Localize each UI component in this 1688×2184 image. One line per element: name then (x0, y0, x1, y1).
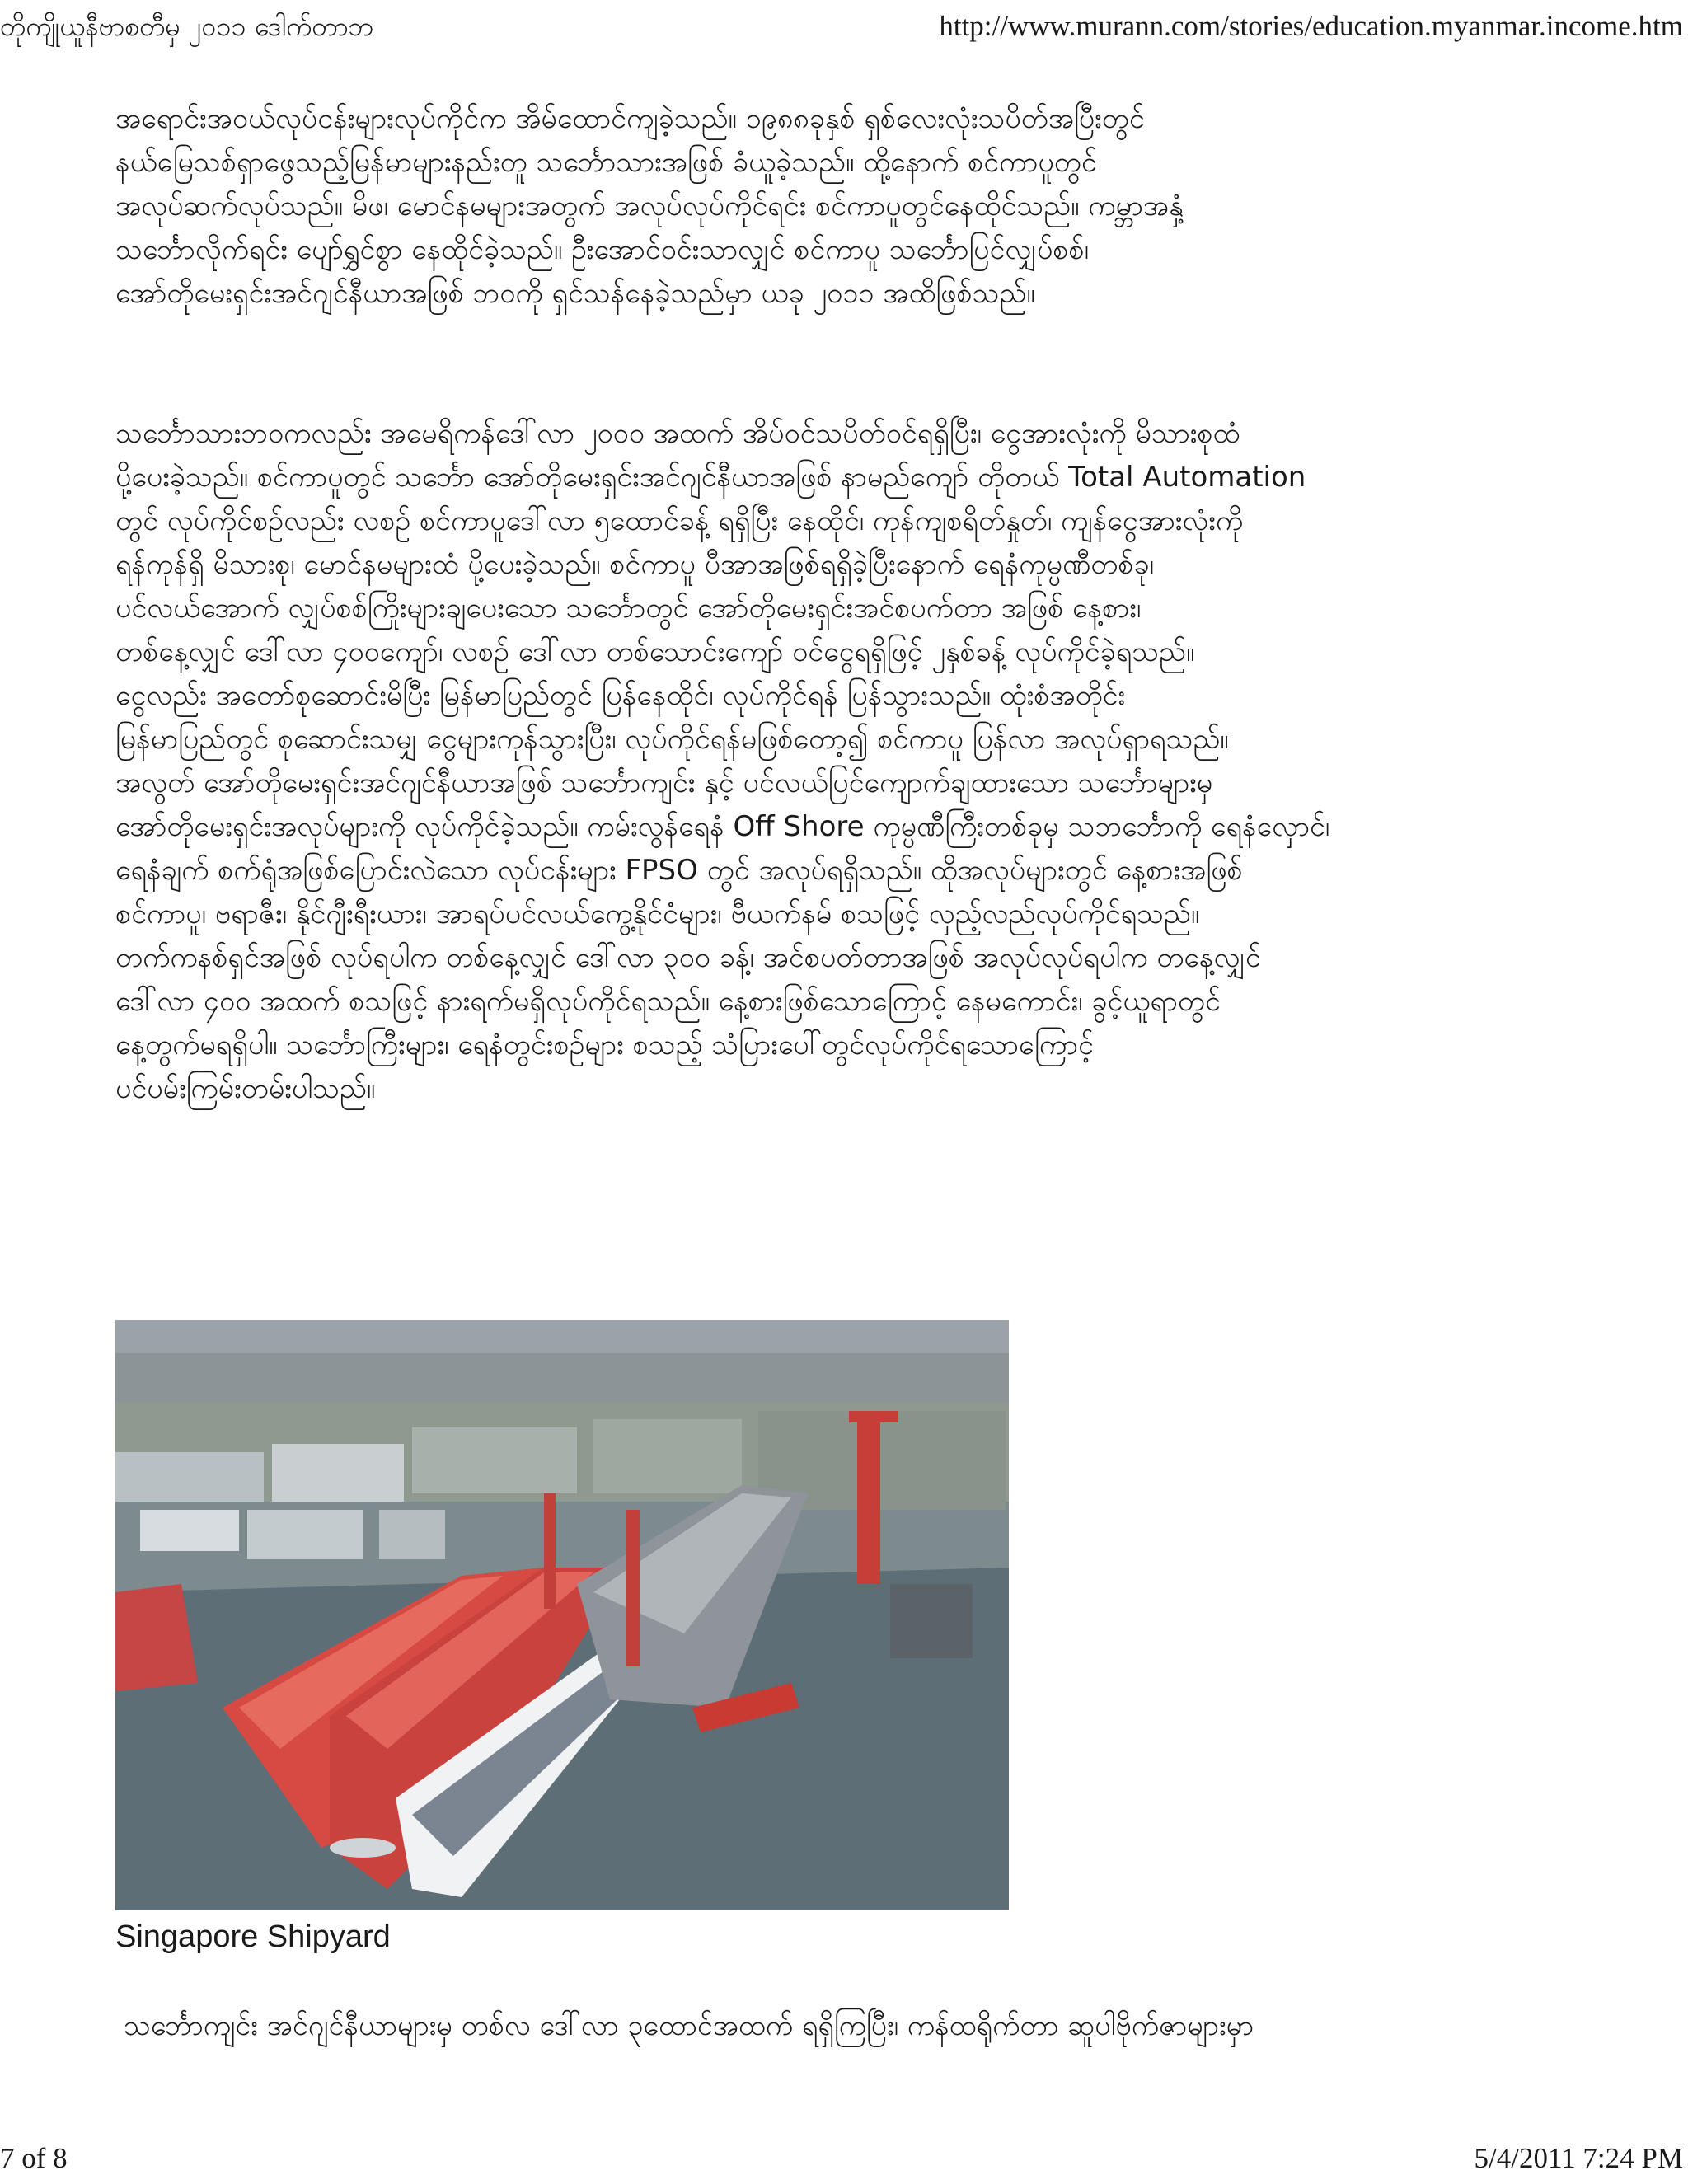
text-line: ရေနံချက် စက်ရုံအဖြစ်ပြောင်းလဲသော လုပ်ငန်းများ FPSO တွင် အလုပ်ရရှိသည်။ ထိုအလုပ်များတွင် နေ့စားအဖြစ် (115, 854, 1243, 887)
print-datetime: 5/4/2011 7:24 PM (1474, 2142, 1683, 2174)
text-line: နယ်မြေသစ်ရှာဖွေသည့်မြန်မာများနည်းတူ သင်္ဘောသားအဖြစ် ခံယူခဲ့သည်။ ထို့နောက် စင်ကာပူတွင် (115, 146, 1097, 179)
text-line: စင်ကာပူ၊ ဗရာဇီး၊ နိုင်ဂျီးရီးယား၊ အာရပ်ပင်လယ်ကွေ့နိုင်ငံများ၊ ဗီယက်နမ် စသဖြင့် လှည့်လည်လုပ်ကိုင်ရသည်။ (115, 898, 1200, 930)
text-line: နေ့တွက်မရရှိပါ။ သင်္ဘောကြီးများ၊ ရေနံတွင်းစဉ်များ စသည့် သံပြားပေါ်တွင်လုပ်ကိုင်ရသောကြောင့် (115, 1029, 1094, 1062)
text-line: မြန်မာပြည်တွင် စုဆောင်းသမျှ ငွေများကုန်သွားပြီး၊ လုပ်ကိုင်ရန်မဖြစ်တော့၍ စင်ကာပူ ပြန်လာ အလုပ်ရှာရသည်။ (115, 723, 1229, 756)
text-line: အော်တိုမေးရှင်းအလုပ်များကို လုပ်ကိုင်ခဲ့သည်။ ကမ်းလွန်ရေနံ Off Shore ကုမ္ပဏီကြီးတစ်ခုမှ သဘင်္ဘောကို ရေနံလှောင်၊ (115, 810, 1330, 843)
text-line: ငွေလည်း အတော်စုဆောင်းမိပြီး မြန်မာပြည်တွင် ပြန်နေထိုင်၊ လုပ်ကိုင်ရန် ပြန်သွားသည်။ ထုံးစံအတိုင်း (115, 679, 1126, 712)
header-title: တိုကျိုယူနီဗာစတီမှ ၂၀၁၁ ဒေါက်တာဘ (0, 11, 374, 42)
text-line: အလုပ်ဆက်လုပ်သည်။ မိဖ၊ မောင်နမများအတွက် အလုပ်လုပ်ကိုင်ရင်း စင်ကာပူတွင်နေထိုင်သည်။ ကမ္ဘာအနှံ့ (115, 190, 1184, 223)
text-line: သင်္ဘောလိုက်ရင်း ပျော်ရွှင်စွာ နေထိုင်ခဲ့သည်။ ဦးအောင်ဝင်းသာလျှင် စင်ကာပူ သင်္ဘောပြင်လျှပ်စစ်၊ (115, 233, 1090, 266)
text-line: သင်္ဘောကျင်း အင်ဂျင်နီယာများမှ တစ်လ ဒေါ်လာ ၃ထောင်အထက် ရရှိကြပြီး၊ ကန်ထရိုက်တာ ဆူပါဗိုက်ဇာများမှာ (124, 2009, 1254, 2042)
page-number: 7 of 8 (0, 2142, 68, 2174)
text-line: ပင်လယ်အောက် လျှပ်စစ်ကြိုးများချပေးသော သင်္ဘောတွင် အော်တိုမေးရှင်းအင်စပက်တာ အဖြစ် နေ့စား၊ (115, 592, 1142, 625)
text-line: ဒေါ်လာ ၄၀၀ အထက် စသဖြင့် နားရက်မရှိလုပ်ကိုင်ရသည်။ နေ့စားဖြစ်သောကြောင့် နေမကောင်း၊ ခွင့်ယူရာတွင် (115, 985, 1221, 1018)
shipyard-photo (115, 1320, 1009, 1910)
text-line: ပို့ပေးခဲ့သည်။ စင်ကာပူတွင် သင်္ဘော အော်တိုမေးရှင်းအင်ဂျင်နီယာအဖြစ် နာမည်ကျော် တိုတယ် Total Automation (115, 461, 1306, 494)
text-line: တွင် လုပ်ကိုင်စဉ်လည်း လစဉ် စင်ကာပူဒေါ်လာ ၅ထောင်ခန့် ရရှိပြီး နေထိုင်၊ ကုန်ကျစရိတ်နှုတ်၊ ကျန်ငွေအားလုံးကို (115, 504, 1244, 537)
text-line: ရန်ကုန်ရှိ မိသားစု၊ မောင်နမများထံ ပို့ပေးခဲ့သည်။ စင်ကာပူ ပီအာအဖြစ်ရရှိခဲ့ပြီးနောက် ရေနံကုမ္ပဏီတစ်ခု၊ (115, 548, 1154, 581)
text-line: အလွတ် အော်တိုမေးရှင်းအင်ဂျင်နီယာအဖြစ် သင်္ဘောကျင်း နှင့် ပင်လယ်ပြင်ကျောက်ချထားသော သင်္ဘောများမှ (115, 766, 1213, 799)
paragraph-2 (115, 412, 1582, 1111)
text-line: တစ်နေ့လျှင် ဒေါ်လာ ၄၀၀ကျော်၊ လစဉ် ဒေါ်လာ တစ်သောင်းကျော် ဝင်ငွေရရှိဖြင့် ၂နှစ်ခန့် လုပ်ကိုင်ခဲ့ရသည်။ (115, 635, 1195, 668)
text-line: ပင်ပမ်းကြမ်းတမ်းပါသည်။ (115, 1072, 376, 1105)
paragraph-1 (115, 97, 1582, 316)
header-url[interactable]: http://www.murann.com/stories/education.myanmar.income.htm (939, 10, 1683, 42)
text-line: တက်ကနစ်ရှင်အဖြစ် လုပ်ရပါက တစ်နေ့လျှင် ဒေါ်လာ ၃၀၀ ခန့်၊ အင်စပတ်တာအဖြစ် အလုပ်လုပ်ရပါက တနေ့လျှင် (115, 941, 1261, 974)
photo-caption: Singapore Shipyard (115, 1919, 391, 1954)
text-line: အော်တိုမေးရှင်းအင်ဂျင်နီယာအဖြစ် ဘဝကို ရှင်သန်နေခဲ့သည်မှာ ယခု ၂၀၁၁ အထိဖြစ်သည်။ (115, 277, 1035, 310)
paragraph-3 (124, 2004, 1591, 2048)
text-line: အရောင်းအဝယ်လုပ်ငန်းများလုပ်ကိုင်က အိမ်ထောင်ကျခဲ့သည်။ ၁၉၈၈ခုနှစ် ရှစ်လေးလုံးသပိတ်အပြီးတွင် (115, 102, 1145, 135)
text-line: သင်္ဘောသားဘဝကလည်း အမေရိကန်ဒေါ်လာ ၂၀၀၀ အထက် အိပ်ဝင်သပိတ်ဝင်ရရှိပြီး၊ ငွေအားလုံးကို မိသားစုထံ (115, 417, 1240, 450)
